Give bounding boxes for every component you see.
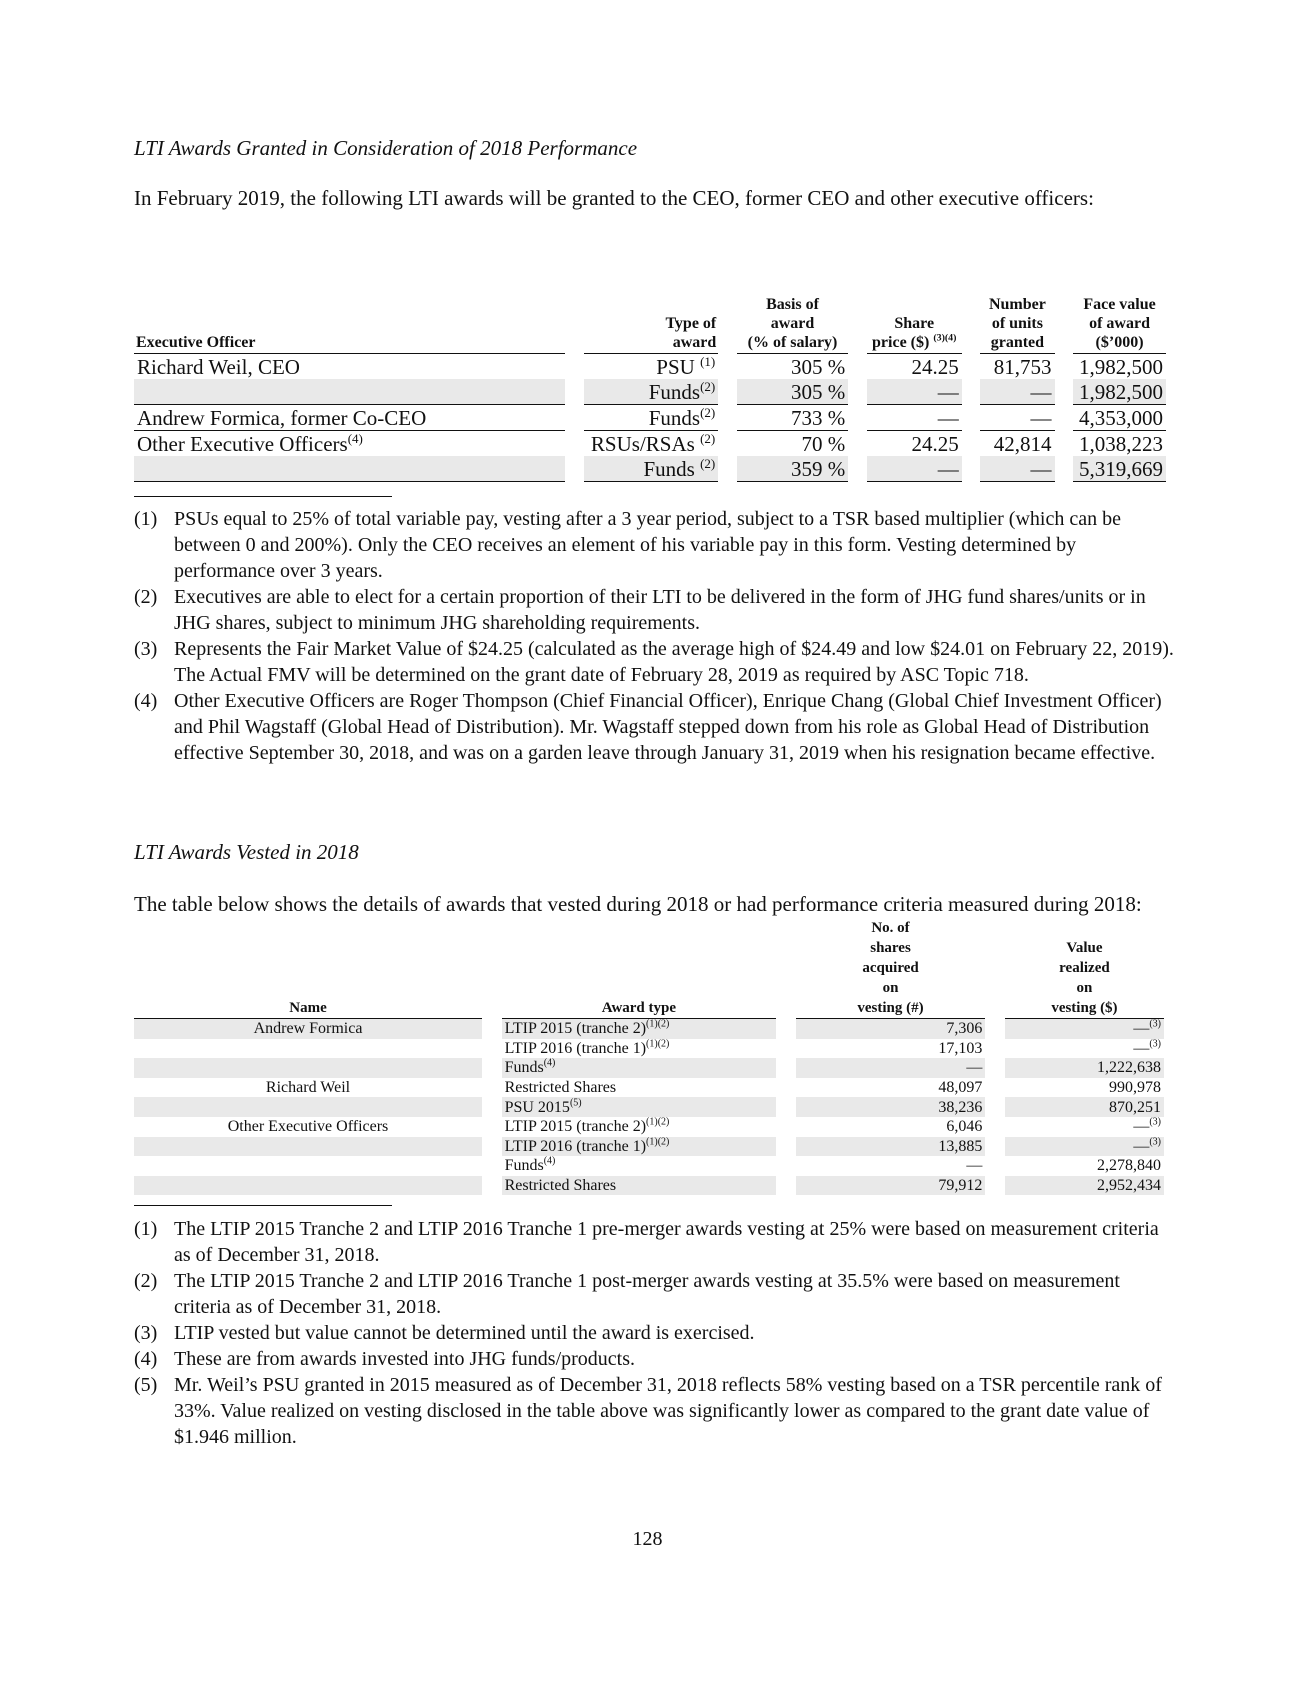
table-row: Andrew Formica, former Co-CEO Funds$^{(2)}$ 733 % — — 4,353,000 (134, 405, 1166, 431)
footnote-item: (1) PSUs equal to 25% of total variable pay, vesting after a 3 year period, subject to a TSR based multiplier (which can be between 0 and 200%). Only the CEO receives an element of his variable pay in this form. Vesting determined by performance over 3 years. (134, 508, 1121, 582)
col-header-units: Number of units granted (980, 295, 1054, 354)
table-row: Restricted Shares 79,912 2,952,434 (134, 1176, 1164, 1196)
col-header-share-price: Share price ($) $^{(3)(4)}$ (867, 295, 962, 354)
footnote-item: (2) Executives are able to elect for a certain proportion of their LTI to be delivered in the form of JHG fund shares/units or in JHG shares, subject to minimum JHG shareholding requirements. (134, 586, 1146, 634)
footnotes-vested (134, 1216, 1174, 1450)
footnote-item: (2) The LTIP 2015 Tranche 2 and LTIP 2016 Tranche 1 post-merger awards vesting at 35.5% were based on measurement criteria as of December 31, 2018. (134, 1270, 1120, 1318)
table-row: Other Executive Officers LTIP 2015 (tranche 2)$^{(1)(2)}$ 6,046 —$^{(3)}$ (227, 1116, 1161, 1136)
table-row: Other Executive Officers$^{(4)}$ RSUs/RSAs $^{(2)}$ 70 % 24.25 42,814 1,038,223 (137, 430, 1163, 456)
col-header-award-type: Award type (502, 918, 777, 1019)
table-row: Funds$^{(2)}$ 305 % — — 1,982,500 (134, 379, 1166, 405)
col-header-officer: Executive Officer (134, 295, 565, 354)
col-header-shares: No. of shares acquired on vesting (#) (796, 918, 986, 1019)
col-header-name: Name (134, 918, 482, 1019)
footnote-divider (134, 496, 392, 497)
table-row: Richard Weil Restricted Shares 48,097 990,978 (265, 1079, 1161, 1097)
section-heading-lti-vested: LTI Awards Vested in 2018 (134, 840, 359, 864)
table-row: Funds$^{(4)}$ — 1,222,638 (134, 1058, 1164, 1078)
col-header-type: Type of award (584, 295, 718, 354)
col-header-value: Value realized on vesting ($) (1005, 918, 1164, 1019)
footnote-divider (134, 1205, 392, 1206)
footnote-item: (3) Represents the Fair Market Value of $24.25 (calculated as the average high of $24.49 and low $24.01 on February 22, 2019). The Actual FMV will be determined on the grant date of February 28, 2019 as required by ASC Topic 718. (134, 638, 1174, 686)
footnote-item: (3) LTIP vested but value cannot be determined until the award is exercised. (134, 1322, 755, 1344)
footnote-item: (1) The LTIP 2015 Tranche 2 and LTIP 2016 Tranche 1 pre-merger awards vesting at 25% were based on measurement criteria as of December 31, 2018. (134, 1218, 1159, 1266)
table-row: Andrew Formica LTIP 2015 (tranche 2)$^{(1)(2)}$ 7,306 —$^{(3)}$ (134, 1019, 1164, 1039)
table-row: LTIP 2016 (tranche 1)$^{(1)(2)}$ 17,103 —$^{(3)}$ (504, 1038, 1161, 1057)
footnotes-granted (134, 506, 1174, 766)
table-row: PSU 2015$^{(5)}$ 38,236 870,251 (134, 1097, 1164, 1117)
table-row: Richard Weil, CEO PSU $^{(1)}$ 305 % 24.25 81,753 1,982,500 (137, 353, 1163, 379)
table-row: Funds $^{(2)}$ 359 % — — 5,319,669 (134, 456, 1166, 482)
section-heading-lti-granted: LTI Awards Granted in Consideration of 2018 Performance (134, 136, 638, 160)
table-row: LTIP 2016 (tranche 1)$^{(1)(2)}$ 13,885 —$^{(3)}$ (134, 1137, 1164, 1157)
table-row: Funds$^{(4)}$ — 2,278,840 (504, 1156, 1161, 1175)
lti-granted-table (134, 295, 1166, 482)
page-number: 128 (632, 1528, 663, 1550)
footnote-item: (4) These are from awards invested into JHG funds/products. (134, 1348, 635, 1370)
lti-vested-table (134, 918, 1164, 1195)
footnote-item: (4) Other Executive Officers are Roger Thompson (Chief Financial Officer), Enrique Chang (Global Chief Investment Officer) and Phil Wagstaff (Global Head of Distribution). Mr. Wagstaff stepped down from his role as Global Head of Distribution effective September 30, 2018, and was on a garden leave through January 31, 2019 when his resignation became effective. (134, 690, 1162, 764)
col-header-basis: Basis of award (% of salary) (737, 295, 848, 354)
footnote-item: (5) Mr. Weil’s PSU granted in 2015 measured as of December 31, 2018 reflects 58% vesting based on a TSR percentile rank of 33%. Value realized on vesting disclosed in the table above was significantly lower as compared to the grant date value of $1.946 million. (134, 1374, 1162, 1448)
col-header-face-value: Face value of award ($’000) (1073, 295, 1166, 354)
section-intro-lti-granted: In February 2019, the following LTI awards will be granted to the CEO, former CEO and other executive officers: (134, 186, 1094, 210)
section-intro-lti-vested: The table below shows the details of awards that vested during 2018 or had performance criteria measured during 2018: (134, 892, 1142, 916)
